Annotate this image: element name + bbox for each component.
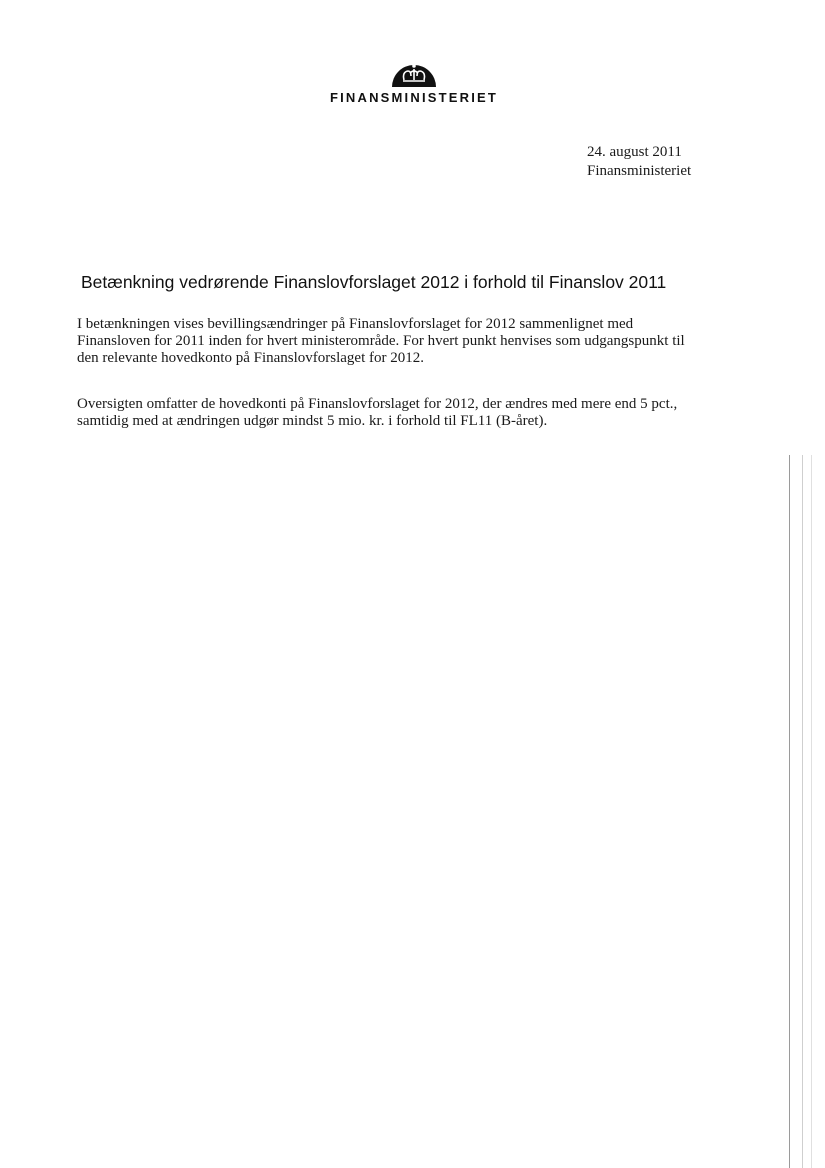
document-sender: Finansministeriet bbox=[587, 163, 692, 179]
crown-icon bbox=[389, 52, 439, 88]
paragraph-line: I betænkningen vises bevillingsændringer på Finanslovforslaget for 2012 sammenlignet med bbox=[77, 316, 634, 332]
scan-edge-line bbox=[811, 455, 812, 1168]
document-date: 24. august 2011 bbox=[587, 144, 682, 160]
paragraph-line: Oversigten omfatter de hovedkonti på Finanslovforslaget for 2012, der ændres med mere end 5 pct., bbox=[77, 396, 678, 412]
paragraph-scope bbox=[77, 396, 767, 430]
paragraph-line: samtidig med at ændringen udgør mindst 5 mio. kr. i forhold til FL11 (B-året). bbox=[77, 413, 548, 429]
paragraph-line: den relevante hovedkonto på Finanslovforslaget for 2012. bbox=[77, 350, 424, 366]
scan-edge-line bbox=[802, 455, 803, 1168]
date-block bbox=[587, 143, 691, 181]
scan-edge-line bbox=[789, 455, 790, 1168]
paragraph-line: Finansloven for 2011 inden for hvert ministerområde. For hvert punkt henvises som udgangspunkt til bbox=[77, 333, 685, 349]
paragraph-intro bbox=[77, 316, 767, 367]
ministry-name: FINANSMINISTERIET bbox=[329, 90, 499, 105]
document-title: Betænkning vedrørende Finanslovforslaget 2012 i forhold til Finanslov 2011 bbox=[81, 272, 667, 292]
ministry-logo bbox=[329, 52, 499, 105]
